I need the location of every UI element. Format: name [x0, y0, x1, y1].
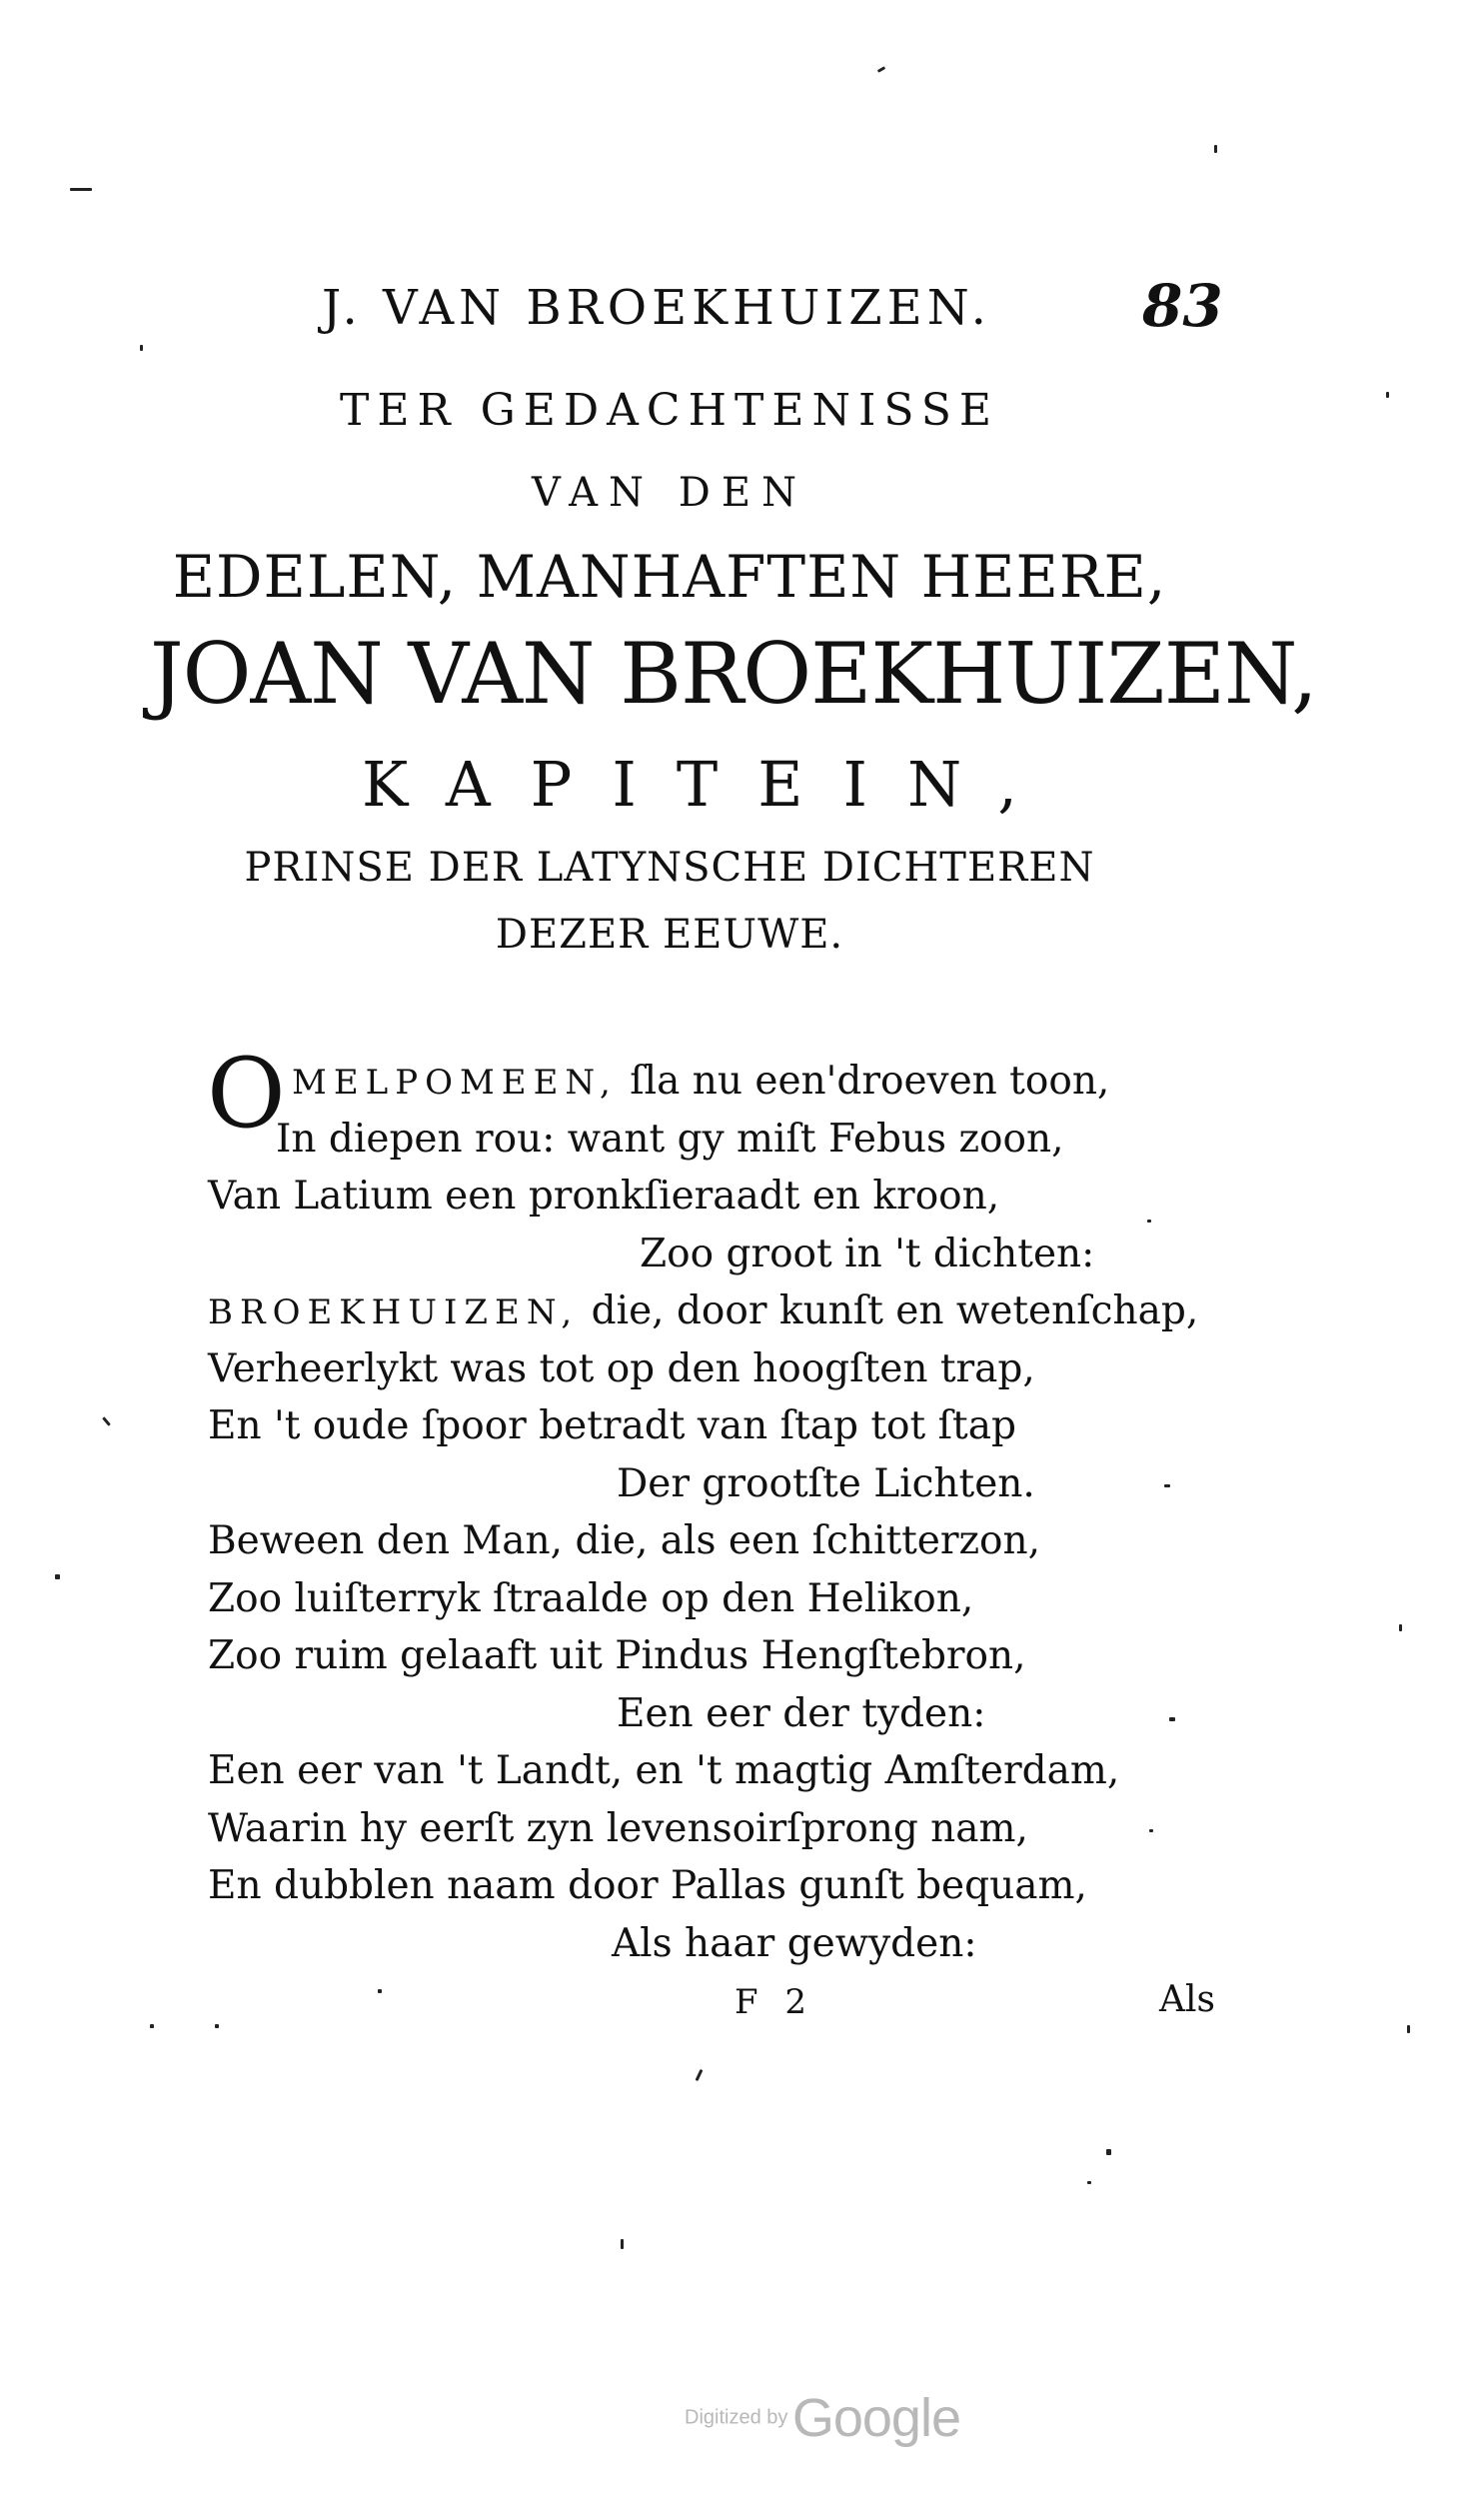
- scan-speck: [55, 1574, 60, 1579]
- poem-line-5: [208, 1288, 1199, 1333]
- scan-speck: [696, 2069, 704, 2081]
- watermark-brand: Google: [791, 2388, 960, 2448]
- scan-speck: [621, 2239, 624, 2249]
- poem-line-16: Als haar gewyden:: [612, 1921, 977, 1966]
- scan-speck: [150, 2024, 154, 2028]
- scan-speck: [215, 2024, 219, 2028]
- poem-line-15: En dubblen naam door Pallas gunſt bequam,: [208, 1863, 1087, 1908]
- poem-line-11: Zoo ruim gelaaft uit Pindus Hengſtebron,: [208, 1633, 1026, 1678]
- digitized-watermark: [685, 2387, 960, 2449]
- page-number: 83: [1142, 272, 1223, 340]
- small-caps-name: MELPOMEEN,: [292, 1063, 618, 1103]
- poem-line-6: Verheerlykt was tot op den hoogſten trap,: [208, 1346, 1035, 1391]
- scan-speck: [1399, 1624, 1402, 1631]
- poem-line-3: Van Latium een pronkſieraadt en kroon,: [208, 1174, 1000, 1219]
- scan-speck: [140, 345, 143, 351]
- scan-speck: [70, 188, 92, 191]
- scan-speck: [1106, 2149, 1111, 2155]
- title-line-3: EDELEN, MANHAFTEN HEERE,: [172, 543, 1167, 611]
- title-line-7: DEZER EEUWE.: [495, 912, 844, 958]
- catchword: Als: [1159, 1979, 1215, 2020]
- scan-speck: [378, 1989, 382, 1993]
- poem-line-12: Een eer der tyden:: [617, 1691, 986, 1736]
- poem-line-7: En 't oude ſpoor betradt van ſtap tot ſtap: [208, 1403, 1016, 1448]
- poem-line-8: Der grootſte Lichten.: [617, 1461, 1035, 1506]
- poem-line-2: In diepen rou: want gy miſt Febus zoon,: [276, 1117, 1064, 1162]
- title-line-4: JOAN VAN BROEKHUIZEN,: [150, 625, 1317, 723]
- running-head: J. VAN BROEKHUIZEN.: [322, 280, 991, 336]
- scan-speck: [1147, 1220, 1151, 1223]
- title-line-5: KAPITEIN,: [362, 748, 1057, 821]
- title-line-1: TER GEDACHTENISSE: [340, 385, 999, 436]
- signature-mark: F 2: [735, 1982, 815, 2022]
- watermark-prefix: Digitized by: [685, 2406, 788, 2429]
- poem-line-1: [292, 1059, 1110, 1104]
- scan-speck: [1169, 1717, 1175, 1721]
- poem-line-9: Beween den Man, die, als een ſchitterzon,: [208, 1518, 1041, 1563]
- title-line-2: VAN DEN: [531, 470, 808, 516]
- small-caps-name: BROEKHUIZEN,: [208, 1292, 580, 1332]
- title-line-6: PRINSE DER LATYNSCHE DICHTEREN: [244, 845, 1095, 891]
- scan-speck: [102, 1416, 111, 1426]
- scan-speck: [1149, 1829, 1153, 1832]
- poem-line-10: Zoo luiſterryk ſtraalde op den Helikon,: [208, 1576, 974, 1621]
- poem-line-1-rest: ſla nu een'droeven toon,: [630, 1059, 1110, 1104]
- poem-line-4: Zoo groot in 't dichten:: [640, 1232, 1095, 1276]
- scan-speck: [1214, 145, 1217, 153]
- scan-speck: [1407, 2025, 1410, 2033]
- scan-speck: [1087, 2181, 1091, 2184]
- poem-line-14: Waarin hy eerſt zyn levensoirſprong nam,: [208, 1806, 1028, 1851]
- scan-speck: [1386, 392, 1389, 398]
- scan-speck: [1164, 1484, 1170, 1487]
- drop-cap: O: [207, 1038, 286, 1150]
- scan-speck: [877, 66, 885, 73]
- poem-line-13: Een eer van 't Landt, en 't magtig Amſterdam,: [208, 1748, 1120, 1793]
- poem-line-5-rest: die, door kunſt en wetenſchap,: [591, 1288, 1199, 1333]
